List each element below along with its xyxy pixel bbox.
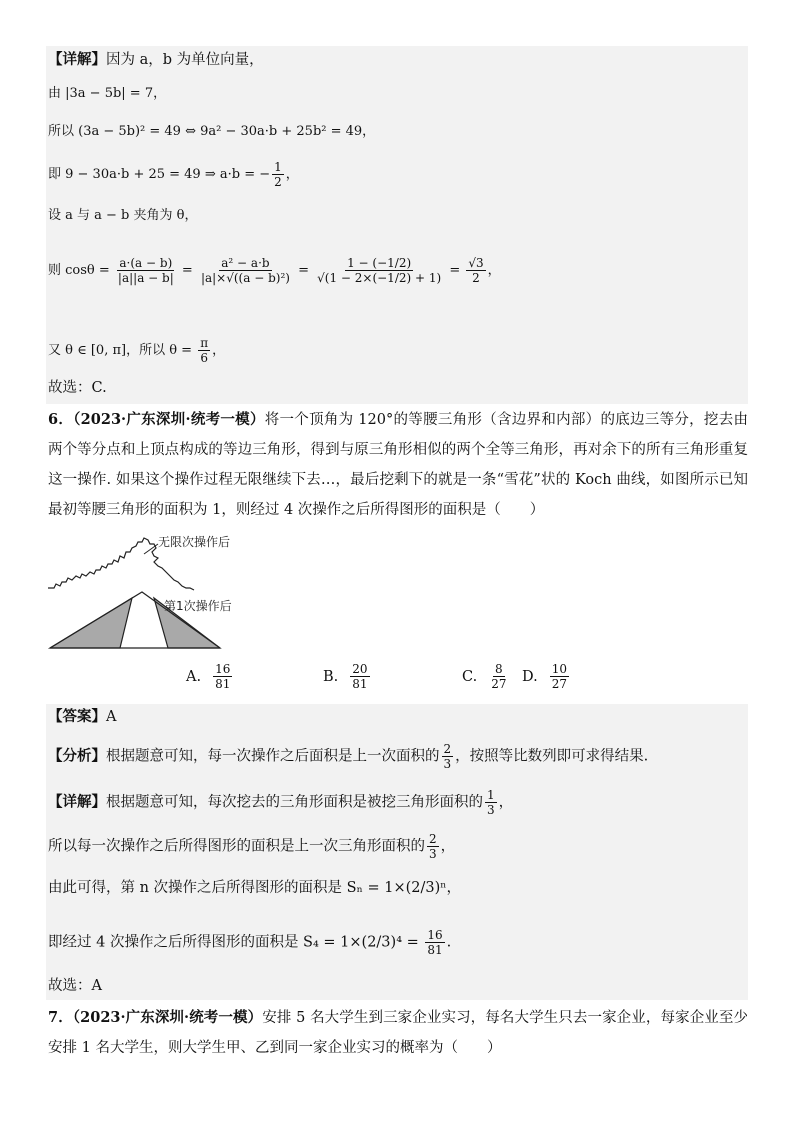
- fraction: $\frac{\text{a² − a·b}}{\text{|a|×√((a − b)²)}}$: [200, 256, 290, 285]
- analysis-line: 【分析】根据题意可知，每一次操作之后面积是上一次面积的 $\frac{2}{3}$ ，按照等比数列即可求得结果.: [48, 742, 649, 771]
- question-7: [48, 1003, 748, 1063]
- question-source: （2023·广东深圳·统考一模）: [72, 1009, 263, 1026]
- detail1-line7: 又 θ ∈ [0, π]，所以 θ = $\frac{\pi}{6}$ ，: [48, 336, 226, 365]
- detail1-line1: 【详解】因为 a，b 为单位向量，: [48, 51, 264, 68]
- fraction: $\frac{8}{27}$: [491, 662, 507, 691]
- fraction: $\frac{10}{27}$: [551, 662, 567, 691]
- fraction: $\frac{20}{81}$: [352, 662, 368, 691]
- fraction: $\frac{16}{81}$: [427, 928, 443, 957]
- detail1-line5: 设 a 与 a − b 夹角为 θ，: [48, 208, 198, 223]
- fraction: $\frac{2}{3}$: [429, 832, 437, 861]
- detail2-line4: 即经过 4 次操作之后所得图形的面积是 S₄ = 1×(2/3)⁴ = $\frac{16}{81}$ .: [48, 928, 452, 957]
- koch-figure: [46, 530, 246, 656]
- detail1-choice: 故选：C.: [48, 380, 107, 396]
- detail2-line2: 所以每一次操作之后所得图形的面积是上一次三角形面积的 $\frac{2}{3}$ ，: [48, 832, 456, 861]
- fraction: $\frac{2}{3}$: [443, 742, 452, 771]
- option-d[interactable]: D. $\frac{10}{27}$: [522, 662, 567, 691]
- detail-tag: 【详解】: [48, 51, 106, 68]
- fraction: $\frac{16}{81}$: [215, 662, 231, 691]
- question-6: [48, 405, 748, 525]
- answer-line: 【答案】A: [48, 708, 117, 725]
- question-number: 6．: [48, 411, 74, 428]
- question-source: （2023·广东深圳·统考一模）: [73, 411, 265, 428]
- option-c[interactable]: C. $\frac{8}{27}$: [462, 662, 507, 691]
- fraction: $\frac{1}{2}$: [274, 160, 282, 189]
- option-b[interactable]: B. $\frac{20}{81}$: [323, 662, 368, 691]
- detail1-line6: 则 cosθ = $\frac{a\cdot(a - b)}{|a||a - b|}$ = $\frac{\text{a² − a·b}}{\text{|a|×√((a − b)²)}}$ = $\frac{1 - (-1/2)}{√(1 - 2\times(-1/2) + 1)}$ = $\frac{√3}{2}$ ，: [48, 256, 501, 285]
- detail1-line3: 所以 (3a − 5b)² = 49 ⇔ 9a² − 30a·b + 25b² = 49，: [48, 124, 376, 139]
- question-number: 7．: [48, 1009, 73, 1026]
- question-text: 安排 5 名大学生到三家企业实习，每名大学生只去一家企业，每家企业至少安排 1 名大学生，则大学生甲、乙到同一家企业实习的概率为（ ）: [48, 1010, 748, 1056]
- pointer-line: [144, 544, 158, 554]
- detail2-line3: 由此可得，第 n 次操作之后所得图形的面积是 Sₙ = 1×(2/3)ⁿ，: [48, 880, 462, 896]
- fraction: $\frac{a\cdot(a - b)}{|a||a - b|}$: [117, 256, 174, 285]
- detail1-line4: 即 9 − 30a·b + 25 = 49 ⇒ a·b = − $\frac{1}{2}$ ，: [48, 160, 299, 189]
- detail2-line1: 【详解】根据题意可知，每次挖去的三角形面积是被挖三角形面积的 $\frac{1}{3}$ ，: [48, 788, 514, 817]
- detail1-line2: 由 |3a − 5b| = 7，: [48, 86, 167, 101]
- fraction: $\frac{\pi}{6}$: [200, 336, 209, 365]
- label-first: 第1次操作后: [164, 599, 232, 613]
- fraction: $\frac{√3}{2}$: [468, 256, 484, 285]
- question-text: 将一个顶角为 120°的等腰三角形（含边界和内部）的底边三等分，挖去由两个等分点和上顶点构成的等边三角形，得到与原三角形相似的两个全等三角形，再对余下的所有三角形重复这一操作. 如果这个操作过程无限继续下去…，最后挖剩下的就是一条“雪花”状的 Koch 曲线，如图所示已知最初等腰三角形的面积为 1，则经过 4 次操作之后所得图形的面积是（ ）: [48, 412, 748, 518]
- option-a[interactable]: A. $\frac{16}{81}$: [186, 662, 231, 691]
- fraction: $\frac{1 - (-1/2)}{√(1 - 2\times(-1/2) + 1)}$: [317, 256, 442, 285]
- fraction: $\frac{1}{3}$: [487, 788, 495, 817]
- label-infinite: 无限次操作后: [158, 535, 231, 549]
- answer-choice: 故选：A: [48, 978, 102, 994]
